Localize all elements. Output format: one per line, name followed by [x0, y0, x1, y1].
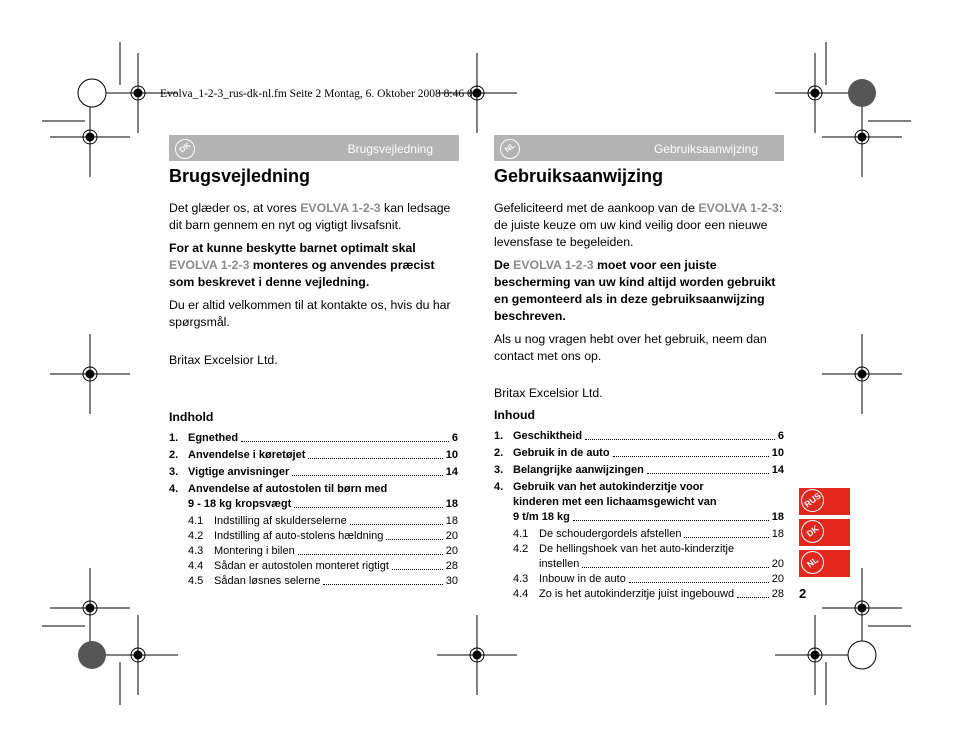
toc-text: De schoudergordels afstellen	[539, 528, 682, 540]
crosshair-mark	[50, 334, 130, 414]
toc-line	[494, 527, 784, 542]
toc-entry	[169, 544, 458, 559]
dk-title: Brugsvejledning	[169, 166, 311, 186]
lang-tab-dk[interactable]: DK	[799, 519, 850, 546]
toc-text: Indstilling af skulderselerne	[214, 515, 347, 527]
toc-line	[169, 529, 458, 544]
toc-entry	[494, 572, 784, 587]
toc-text: Sådan er autostolen monteret rigtigt	[214, 560, 389, 572]
crosshair-mark	[50, 568, 130, 648]
toc-entry	[494, 527, 784, 542]
toc-leader	[582, 567, 768, 568]
toc-leader	[647, 473, 769, 474]
nl-toc	[494, 407, 784, 602]
toc-page: 28	[445, 560, 458, 572]
toc-number: 4.	[494, 481, 504, 493]
toc-number: 4.1	[513, 528, 529, 540]
toc-entry	[494, 463, 784, 478]
toc-text: Anvendelse af autostolen til børn med	[188, 483, 388, 495]
nl-title: Gebruiksaanwijzing	[494, 166, 664, 186]
toc-page: 28	[771, 588, 784, 600]
crosshair-mark	[775, 53, 855, 133]
toc-text: 9 t/m 18 kg	[513, 511, 570, 523]
toc-text: Vigtige anvisninger	[188, 466, 290, 478]
toc-page: 20	[445, 545, 458, 557]
toc-line	[494, 463, 784, 478]
toc-text: Montering i bilen	[214, 545, 295, 557]
dk-toc-heading: Indhold	[169, 410, 214, 424]
toc-text: Geschiktheid	[513, 430, 583, 442]
toc-number: 4.	[169, 483, 179, 495]
crosshair-mark	[775, 615, 855, 695]
toc-entry	[169, 529, 458, 544]
dk-toc	[169, 409, 458, 589]
toc-entry	[169, 448, 458, 463]
toc-page: 30	[445, 575, 458, 587]
toc-entry	[494, 446, 784, 461]
toc-page: 6	[777, 430, 784, 442]
toc-text: Indstilling af auto-stolens hældning	[214, 530, 384, 542]
toc-text: kinderen met een lichaamsgewicht van	[513, 496, 717, 508]
toc-line	[494, 510, 784, 525]
toc-entry	[494, 587, 784, 602]
toc-number: 3.	[169, 466, 179, 478]
toc-leader	[392, 569, 443, 570]
dk-band	[169, 135, 459, 161]
nl-bold-note: De EVOLVA 1-2-3 moet voor een juiste bescherming van uw kind altijd worden gebruikt en gemonteerd als in deze gebruiksaanwijzing beschreven.	[494, 258, 776, 323]
toc-page: 6	[451, 432, 458, 444]
toc-number: 4.1	[188, 515, 204, 527]
toc-leader	[684, 537, 768, 538]
toc-text: Sådan løsnes selerne	[214, 575, 321, 587]
toc-page: 14	[771, 464, 784, 476]
toc-page: 18	[771, 528, 784, 540]
toc-entry	[494, 542, 784, 572]
toc-leader	[241, 441, 449, 442]
toc-number: 1.	[169, 432, 179, 444]
toc-entry	[169, 431, 458, 446]
dk-band-label: Brugsvejledning	[347, 142, 433, 156]
dk-bold-note: For at kunne beskytte barnet optimalt skal EVOLVA 1-2-3 monteres og anvendes præcist som beskrevet i denne vejledning.	[169, 241, 435, 289]
toc-text: Anvendelse i køretøjet	[188, 449, 306, 461]
dk-intro: Det glæder os, at vores EVOLVA 1-2-3 kan ledsage dit barn gennem en nyt og vigtigt livsafsnit.	[169, 201, 451, 232]
dk-contact: Du er altid velkommen til at kontakte os, hvis du har spørgsmål.	[169, 298, 451, 329]
dk-company: Britax Excelsior Ltd.	[169, 353, 278, 367]
toc-page: 20	[771, 573, 784, 585]
toc-number: 4.2	[513, 543, 529, 555]
toc-leader	[298, 554, 443, 555]
crosshair-mark	[437, 615, 517, 695]
nl-badge: NL	[500, 139, 520, 159]
toc-page: 14	[445, 466, 458, 478]
toc-entry	[169, 514, 458, 529]
crosshair-mark	[822, 568, 902, 648]
toc-page: 18	[445, 498, 458, 510]
toc-line	[494, 557, 784, 572]
toc-number: 4.4	[513, 588, 529, 600]
crosshair-mark	[822, 334, 902, 414]
page-number: 2	[799, 586, 807, 601]
toc-text: Egnethed	[188, 432, 239, 444]
toc-text: Gebruik in de auto	[513, 447, 610, 459]
toc-number: 4.2	[188, 530, 204, 542]
grey-dot-tr	[848, 79, 876, 107]
lang-tab-nl[interactable]: NL	[799, 550, 850, 577]
toc-number: 3.	[494, 464, 504, 476]
nl-toc-list	[494, 429, 784, 602]
toc-line	[494, 429, 784, 444]
lang-tab-rus[interactable]: RUS	[799, 488, 850, 515]
toc-line	[169, 544, 458, 559]
toc-leader	[386, 539, 442, 540]
toc-text: 9 - 18 kg kropsvægt	[188, 498, 292, 510]
toc-line	[169, 574, 458, 589]
toc-leader	[573, 520, 769, 521]
toc-page: 10	[771, 447, 784, 459]
nl-contact: Als u nog vragen hebt over het gebruik, neem dan contact met ons op.	[494, 332, 767, 363]
nl-toc-heading: Inhoud	[494, 408, 535, 422]
toc-number: 1.	[494, 430, 504, 442]
toc-text: Gebruik van het autokinderzitje voor	[513, 481, 704, 493]
nl-column	[494, 168, 786, 408]
nl-company: Britax Excelsior Ltd.	[494, 386, 603, 400]
toc-page: 10	[445, 449, 458, 461]
toc-leader	[613, 456, 769, 457]
toc-line	[169, 465, 458, 480]
toc-text: Inbouw in de auto	[539, 573, 626, 585]
toc-page: 18	[771, 511, 784, 523]
toc-number: 4.3	[513, 573, 529, 585]
toc-line	[494, 542, 784, 557]
crosshair-mark	[50, 97, 130, 177]
nl-band	[494, 135, 784, 161]
toc-text: instellen	[539, 558, 580, 570]
toc-line	[494, 495, 784, 510]
toc-entry	[169, 574, 458, 589]
toc-text: Zo is het autokinderzitje juist ingebouwd	[539, 588, 735, 600]
toc-entry	[494, 480, 784, 525]
crosshair-mark	[98, 615, 178, 695]
toc-number: 2.	[169, 449, 179, 461]
dk-badge: DK	[175, 139, 195, 159]
nl-intro: Gefeliciteerd met de aankoop van de EVOLVA 1-2-3: de juiste keuze om uw kind veilig door een nieuwe levensfase te begeleiden.	[494, 201, 783, 249]
starburst-mark-br	[848, 641, 876, 669]
toc-leader	[629, 582, 769, 583]
toc-number: 4.3	[188, 545, 204, 557]
toc-leader	[292, 475, 442, 476]
toc-page: 20	[445, 530, 458, 542]
toc-text: Belangrijke aanwijzingen	[513, 464, 644, 476]
frame-header: Evolva_1-2-3_rus-dk-nl.fm Seite 2 Montag, 6. Oktober 2008 8:46 08	[160, 88, 479, 100]
toc-number: 2.	[494, 447, 504, 459]
toc-entry	[169, 482, 458, 512]
grey-dot-bl	[78, 641, 106, 669]
dk-column	[169, 168, 461, 375]
toc-entry	[494, 429, 784, 444]
toc-line	[169, 431, 458, 446]
toc-line	[169, 559, 458, 574]
toc-page: 20	[771, 558, 784, 570]
toc-text: De hellingshoek van het auto-kinderzitje	[539, 543, 735, 555]
toc-leader	[323, 584, 442, 585]
nl-band-label: Gebruiksaanwijzing	[653, 142, 758, 156]
toc-entry	[169, 559, 458, 574]
toc-line	[494, 587, 784, 602]
starburst-mark-tl	[78, 79, 106, 107]
toc-line	[494, 572, 784, 587]
dk-toc-list	[169, 431, 458, 589]
toc-entry	[169, 465, 458, 480]
toc-line	[169, 514, 458, 529]
toc-leader	[737, 597, 769, 598]
toc-leader	[308, 458, 442, 459]
toc-line	[494, 480, 784, 495]
toc-leader	[350, 524, 443, 525]
toc-line	[169, 482, 458, 497]
toc-line	[169, 448, 458, 463]
toc-leader	[585, 439, 775, 440]
toc-line	[494, 446, 784, 461]
toc-line	[169, 497, 458, 512]
toc-page: 18	[445, 515, 458, 527]
toc-leader	[294, 507, 442, 508]
toc-number: 4.5	[188, 575, 204, 587]
toc-number: 4.4	[188, 560, 204, 572]
crosshair-mark	[822, 97, 902, 177]
